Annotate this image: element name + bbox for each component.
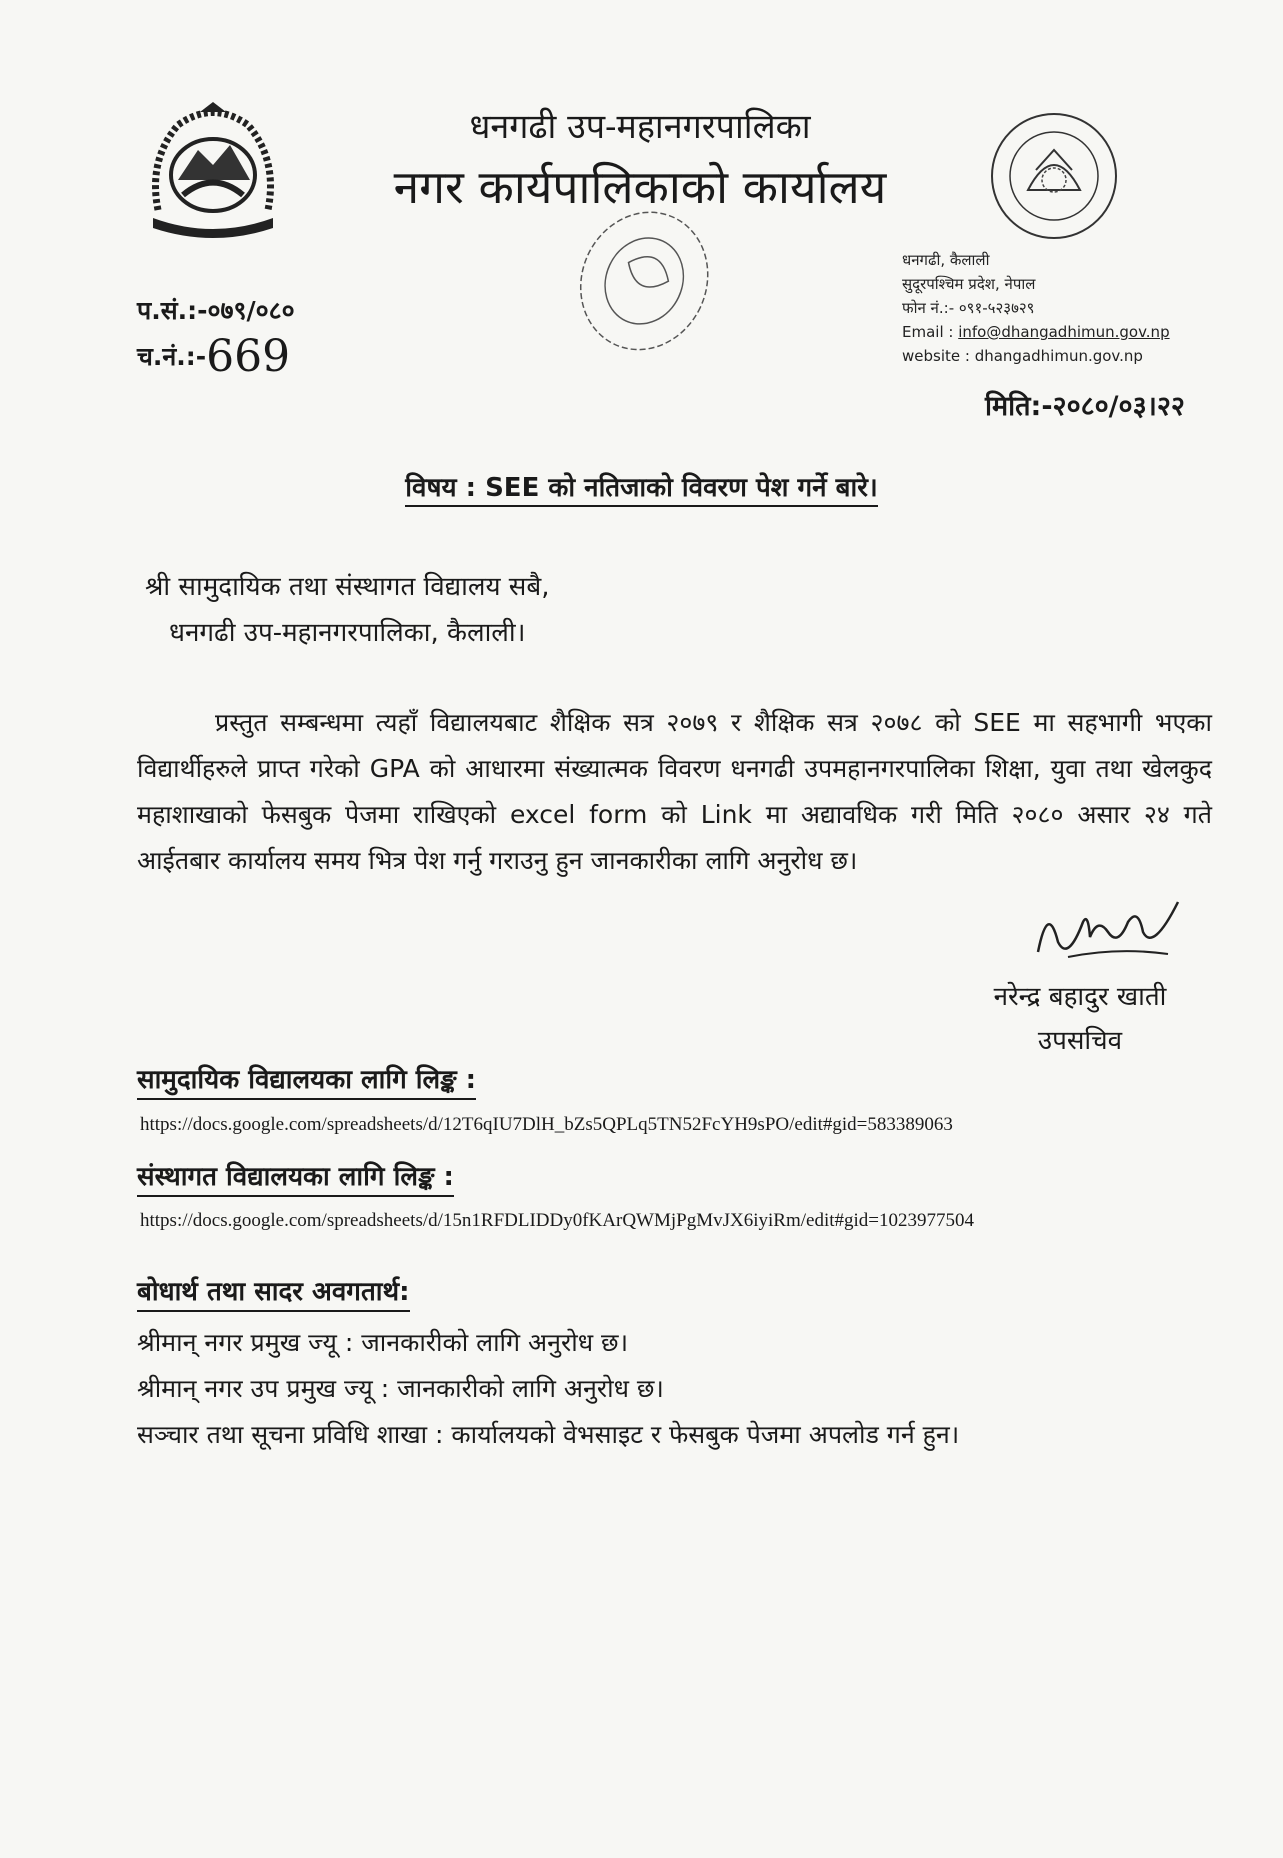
cc-list xyxy=(137,1320,959,1458)
cc-item: सञ्चार तथा सूचना प्रविधि शाखा : कार्यालयको वेभसाइट र फेसबुक पेजमा अपलोड गर्न हुन। xyxy=(137,1420,960,1449)
office-seal-icon xyxy=(988,110,1120,242)
subject-line xyxy=(0,468,1283,504)
signatory-title: उपसचिव xyxy=(1037,1026,1123,1056)
municipality-name: धनगढी उप-महानगरपालिका xyxy=(469,107,811,147)
letter-body: प्रस्तुत सम्बन्धमा त्यहाँ विद्यालयबाट शैक्षिक सत्र २०७९ र शैक्षिक सत्र २०७८ को SEE मा सहभागी भएका विद्यार्थीहरुले प्राप्त गरेको GPA को आधारमा संख्यात्मक विवरण धनगढी उपमहानगरपालिका शिक्षा, युवा तथा खेलकुद महाशाखाको फेसबुक पेजमा राखिएको excel form को Link मा अद्यावधिक गरी मिति २०८० असार २४ गते आईतबार कार्यालय समय भित्र पेश गर्नु गराउनु हुन जानकारीका लागि अनुरोध छ। xyxy=(137,708,1212,875)
cc-item: श्रीमान् नगर प्रमुख ज्यू : जानकारीको लागि अनुरोध छ। xyxy=(137,1328,629,1357)
community-link-heading: सामुदायिक विद्यालयका लागि लिङ्क : xyxy=(137,1060,476,1100)
addressee-line-1: श्री सामुदायिक तथा संस्थागत विद्यालय सबै, xyxy=(145,572,550,602)
office-name: नगर कार्यपालिकाको कार्यालय xyxy=(393,160,887,214)
address-email-line xyxy=(902,320,1170,344)
subject-text: विषय : SEE को नतिजाको विवरण पेश गर्ने बारे। xyxy=(405,473,877,507)
dispatch-number-line xyxy=(137,331,295,382)
addressee-block xyxy=(145,564,550,656)
letter-number: प.सं.:-०७९/०८० xyxy=(137,296,295,325)
email-link[interactable]: info@dhangadhimun.gov.np xyxy=(958,323,1170,341)
letter-date: मिति:-२०८०/०३।२२ xyxy=(985,391,1185,422)
addressee-line-2: धनगढी उप-महानगरपालिका, कैलाली। xyxy=(169,618,526,648)
institutional-link-heading: संस्थागत विद्यालयका लागि लिङ्क : xyxy=(137,1157,454,1197)
cc-heading: बोधार्थ तथा सादर अवगतार्थ: xyxy=(137,1272,410,1312)
email-label: Email : xyxy=(902,323,959,341)
signature-icon xyxy=(1028,892,1188,972)
nepal-emblem-icon xyxy=(138,100,288,240)
address-city: धनगढी, कैलाली xyxy=(902,251,990,269)
signatory-name: नरेन्द्र बहादुर खाती xyxy=(993,982,1167,1012)
community-link-url[interactable]: https://docs.google.com/spreadsheets/d/12T6qIU7DlH_bZs5QPLq5TN52FcYH9sPO/edit#gid=583389063 xyxy=(140,1114,953,1135)
address-province: सुदूरपश्चिम प्रदेश, नेपाल xyxy=(902,275,1036,293)
cc-item: श्रीमान् नगर उप प्रमुख ज्यू : जानकारीको लागि अनुरोध छ। xyxy=(137,1374,664,1403)
address-website[interactable]: website : dhangadhimun.gov.np xyxy=(902,347,1143,365)
institutional-link-url[interactable]: https://docs.google.com/spreadsheets/d/15n1RFDLIDDy0fKArQWMjPgMvJX6iyiRm/edit#gid=1023977504 xyxy=(140,1210,975,1231)
office-stamp-icon xyxy=(560,190,720,390)
reference-block xyxy=(137,288,295,380)
dispatch-number-value: 669 xyxy=(206,331,291,382)
dispatch-number-label: च.नं.:- xyxy=(137,342,207,371)
office-address xyxy=(902,248,1170,368)
signatory-block xyxy=(940,975,1220,1063)
address-phone: फोन नं.:- ०९१-५२३७२९ xyxy=(902,299,1035,317)
